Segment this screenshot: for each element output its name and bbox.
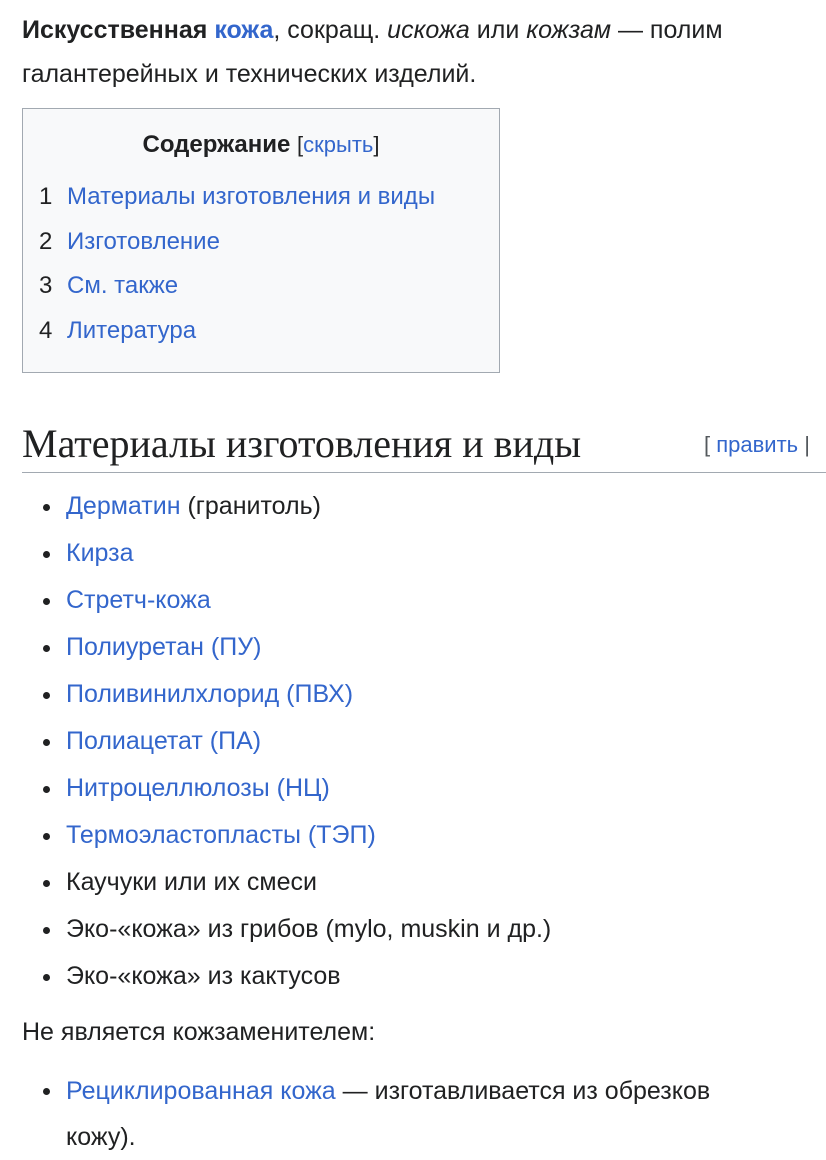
- recycled-leather-link[interactable]: Рециклированная кожа: [66, 1077, 336, 1105]
- toc-link-literature[interactable]: Литература: [67, 316, 197, 344]
- toc-link-materials[interactable]: Материалы изготовления и виды: [67, 183, 436, 210]
- table-of-contents: [22, 108, 500, 373]
- bullet-icon: [43, 880, 50, 887]
- material-link[interactable]: Поливинилхлорид (ПВХ): [66, 680, 354, 708]
- toc-item: [39, 220, 435, 265]
- not-substitute-label: Не является кожзаменителем:: [22, 1018, 376, 1046]
- abbr-kozhzam: кожзам: [526, 16, 612, 44]
- toc-header: [23, 131, 499, 159]
- material-note: (гранитоль): [180, 492, 321, 520]
- list-item: [0, 859, 551, 906]
- toc-toggle-close-bracket: ]: [373, 132, 380, 157]
- toc-item: [39, 175, 435, 220]
- toc-item-number: 2: [39, 227, 53, 255]
- toc-toggle-open-bracket: [: [297, 132, 304, 157]
- materials-list: [0, 483, 551, 1000]
- not-substitute-list: [0, 1068, 710, 1160]
- intro-line-1: [22, 8, 826, 52]
- bullet-icon: [43, 833, 50, 840]
- toc-title: Содержание: [142, 131, 291, 158]
- material-link[interactable]: Стретч-кожа: [66, 586, 211, 614]
- intro-text-after-link: , сокращ.: [273, 16, 388, 44]
- toc-item: [39, 264, 435, 309]
- toc-item: [39, 309, 435, 354]
- material-text: Каучуки или их смеси: [66, 868, 317, 896]
- article-term: Искусственная: [22, 16, 208, 44]
- recycled-leather-continuation: кожу).: [66, 1123, 136, 1151]
- section-edit: [704, 432, 810, 458]
- abbr-iskozha: искожа: [387, 16, 470, 44]
- bullet-icon: [43, 598, 50, 605]
- bullet-icon: [43, 504, 50, 511]
- list-item: [0, 671, 551, 718]
- list-item: [0, 953, 551, 1000]
- list-item: [0, 765, 551, 812]
- bullet-icon: [43, 739, 50, 746]
- edit-link[interactable]: править: [716, 432, 799, 457]
- intro-line-2: галантерейных и технических изделий.: [22, 60, 477, 88]
- list-item: [0, 718, 551, 765]
- edit-open-bracket: [: [704, 432, 717, 457]
- intro-paragraph: [22, 8, 826, 96]
- toc-link-manufacturing[interactable]: Изготовление: [67, 227, 220, 255]
- bullet-icon: [43, 692, 50, 699]
- material-link[interactable]: Полиуретан (ПУ): [66, 633, 262, 661]
- list-item: [0, 906, 551, 953]
- material-link[interactable]: Дерматин: [66, 492, 181, 520]
- list-item: [0, 812, 551, 859]
- toc-item-number: 1: [39, 183, 53, 210]
- toc-item-number: 4: [39, 316, 53, 344]
- material-text: Эко-«кожа» из грибов (mylo, muskin и др.): [66, 915, 552, 943]
- bullet-icon: [43, 551, 50, 558]
- bullet-icon: [43, 1088, 50, 1095]
- recycled-leather-text: — изготавливается из обрезков: [335, 1077, 711, 1105]
- bullet-icon: [43, 786, 50, 793]
- list-item: [0, 624, 551, 671]
- intro-or-text: или: [469, 16, 527, 44]
- toc-item-number: 3: [39, 272, 53, 299]
- toc-toggle: [297, 132, 379, 157]
- list-item: [0, 483, 551, 530]
- section-header: [22, 416, 826, 473]
- material-text: Эко-«кожа» из кактусов: [66, 962, 341, 990]
- list-item: [0, 1068, 710, 1160]
- list-item: [0, 530, 551, 577]
- toc-hide-link[interactable]: скрыть: [303, 132, 374, 157]
- toc-list: [39, 175, 435, 353]
- list-item: [0, 577, 551, 624]
- link-kozha[interactable]: кожа: [214, 16, 274, 44]
- material-link[interactable]: Полиацетат (ПА): [66, 727, 262, 755]
- bullet-icon: [43, 974, 50, 981]
- bullet-icon: [43, 927, 50, 934]
- edit-separator: |: [798, 432, 810, 457]
- toc-link-see-also[interactable]: См. также: [67, 272, 179, 299]
- material-link[interactable]: Кирза: [66, 539, 134, 567]
- bullet-icon: [43, 645, 50, 652]
- section-heading: Материалы изготовления и виды: [22, 421, 582, 466]
- material-link[interactable]: Нитроцеллюлозы (НЦ): [66, 774, 330, 802]
- intro-rest-line-1: — полим: [611, 16, 723, 44]
- material-link[interactable]: Термоэластопласты (ТЭП): [66, 821, 376, 849]
